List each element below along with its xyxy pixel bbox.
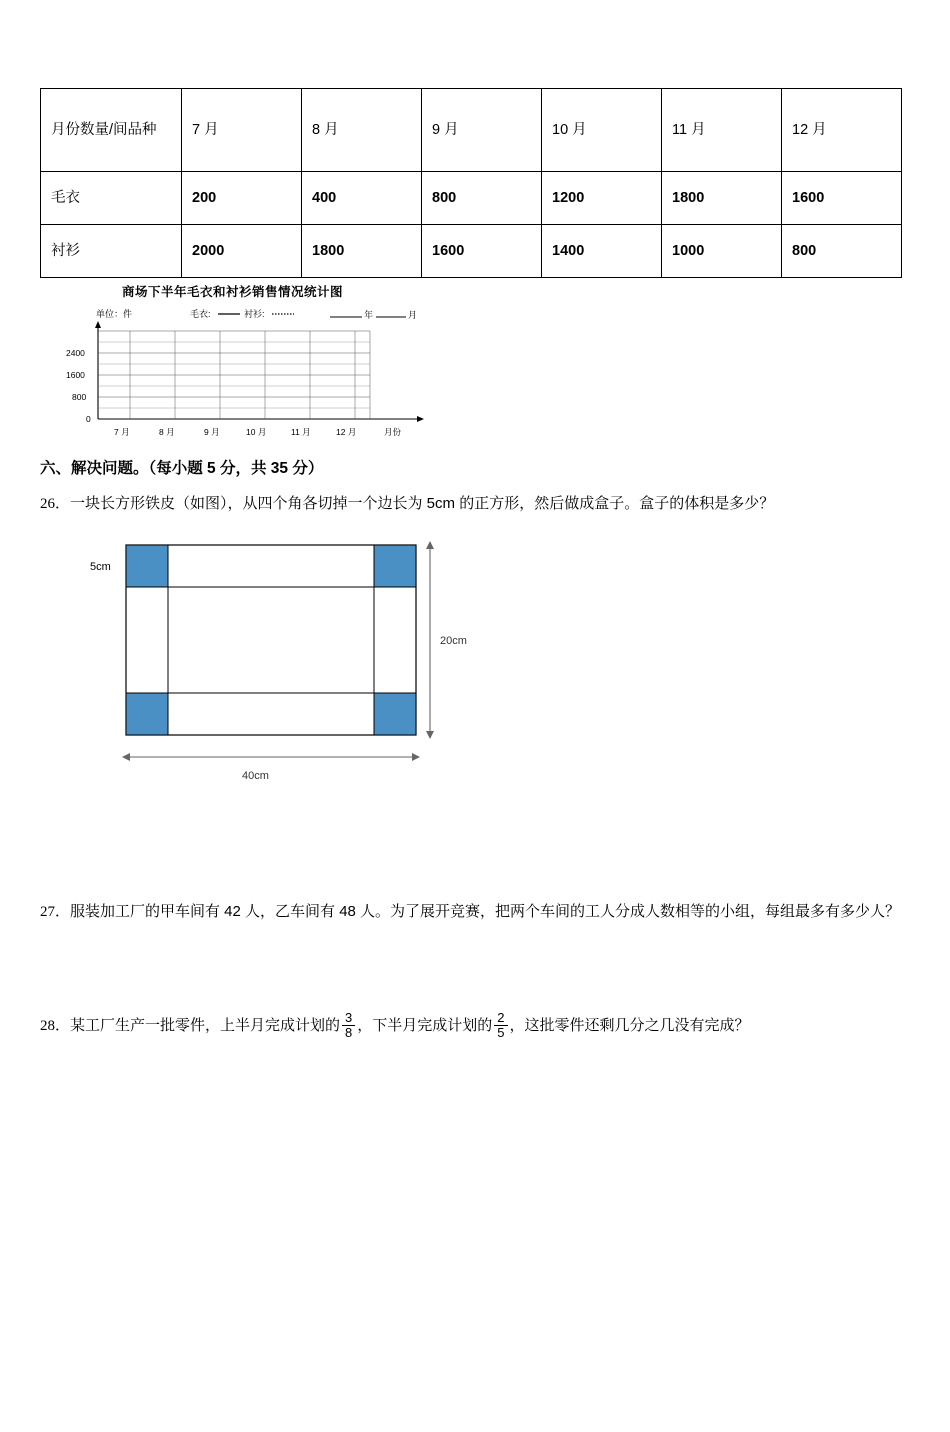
- table-header-cell-1: 7 月: [182, 89, 302, 172]
- chart-plot: [40, 301, 440, 441]
- question-26: [40, 490, 910, 519]
- row-label-sweater: 毛衣: [41, 172, 182, 225]
- xtick-10: 10 月: [246, 427, 267, 437]
- cell-sweater-5: 1600: [782, 172, 902, 225]
- cell-sweater-0: 200: [182, 172, 302, 225]
- table-header-cell-0: 月份数量/间品种: [41, 89, 182, 172]
- fraction-denominator: 8: [342, 1025, 355, 1040]
- table-header-cell-3: 9 月: [422, 89, 542, 172]
- xtick-12: 12 月: [336, 427, 357, 437]
- table-row: [41, 172, 902, 225]
- cell-sweater-3: 1200: [542, 172, 662, 225]
- cell-sweater-4: 1800: [662, 172, 782, 225]
- cell-sweater-1: 400: [302, 172, 422, 225]
- table-header-cell-4: 10 月: [542, 89, 662, 172]
- question-27-text: 服装加工厂的甲车间有 42 人，乙车间有 48 人。为了展开竞赛，把两个车间的工人分成人数相等的小组，每组最多有多少人？: [70, 902, 901, 920]
- sales-data-table: [40, 88, 902, 278]
- fraction-numerator: 3: [345, 1010, 353, 1025]
- chart-unit-label: 单位：件: [96, 309, 133, 319]
- table-header-cell-5: 11 月: [662, 89, 782, 172]
- xtick-8: 8 月: [159, 427, 175, 437]
- ytick-800: 800: [72, 392, 87, 402]
- xaxis-label: 月份: [384, 427, 402, 437]
- table-row: [41, 225, 902, 278]
- xtick-11: 11 月: [291, 427, 311, 437]
- label-40cm: 40cm: [242, 769, 269, 782]
- cell-shirt-5: 800: [782, 225, 902, 278]
- chart-title: 商场下半年毛衣和衬衫销售情况统计图: [122, 285, 344, 299]
- question-26-text: 一块长方形铁皮（如图），从四个角各切掉一个边长为 5cm 的正方形，然后做成盒子。盒子的体积是多少？: [70, 495, 775, 512]
- ytick-0: 0: [86, 414, 91, 424]
- corner-square-tr: [374, 545, 416, 587]
- corner-square-tl: [126, 545, 168, 587]
- cell-shirt-2: 1600: [422, 225, 542, 278]
- chart-legend-shirt: 衬衫:: [244, 309, 265, 319]
- label-20cm: 20cm: [440, 634, 467, 647]
- cell-shirt-1: 1800: [302, 225, 422, 278]
- question-28: [40, 1012, 910, 1041]
- sheet-outline: [126, 545, 416, 735]
- ytick-1600: 1600: [66, 370, 85, 380]
- fraction-3-8: [342, 1011, 355, 1039]
- xtick-9: 9 月: [204, 427, 220, 437]
- fraction-2-5: [494, 1011, 507, 1039]
- sales-line-chart: [40, 282, 460, 442]
- question-28-text-b: ，下半月完成计划的: [357, 1017, 493, 1035]
- question-26-number: 26．: [40, 496, 71, 512]
- table-header-cell-2: 8 月: [302, 89, 422, 172]
- question-28-number: 28．: [40, 1018, 71, 1035]
- chart-legend-sweater: 毛衣:: [190, 309, 211, 319]
- table-header-cell-6: 12 月: [782, 89, 902, 172]
- cell-shirt-4: 1000: [662, 225, 782, 278]
- cell-sweater-2: 800: [422, 172, 542, 225]
- ytick-2400: 2400: [66, 348, 85, 358]
- chart-month-label: 月: [408, 310, 418, 320]
- question-28-text-c: ，这批零件还剩几分之几没有完成？: [509, 1017, 750, 1035]
- answer-space-27: [40, 926, 910, 1000]
- worksheet-page: [0, 88, 950, 1432]
- chart-year-label: 年: [364, 310, 374, 320]
- question-27-number: 27．: [40, 903, 71, 920]
- section-heading: 六、解决问题。（每小题 5 分，共 35 分）: [40, 460, 324, 477]
- tin-sheet-figure: [90, 535, 510, 790]
- question-28-text-a: 某工厂生产一批零件，上半月完成计划的: [70, 1017, 341, 1035]
- answer-space-26: [40, 790, 910, 886]
- tin-sheet-svg: [90, 535, 510, 790]
- corner-square-bl: [126, 693, 168, 735]
- cell-shirt-0: 2000: [182, 225, 302, 278]
- fraction-numerator: 2: [497, 1010, 505, 1025]
- corner-square-br: [374, 693, 416, 735]
- row-label-shirt: 衬衫: [41, 225, 182, 278]
- question-27: [40, 898, 910, 927]
- cell-shirt-3: 1400: [542, 225, 662, 278]
- label-5cm: 5cm: [90, 560, 111, 573]
- table-header-row: [41, 89, 902, 172]
- fraction-denominator: 5: [494, 1025, 507, 1040]
- xtick-7: 7 月: [114, 427, 130, 437]
